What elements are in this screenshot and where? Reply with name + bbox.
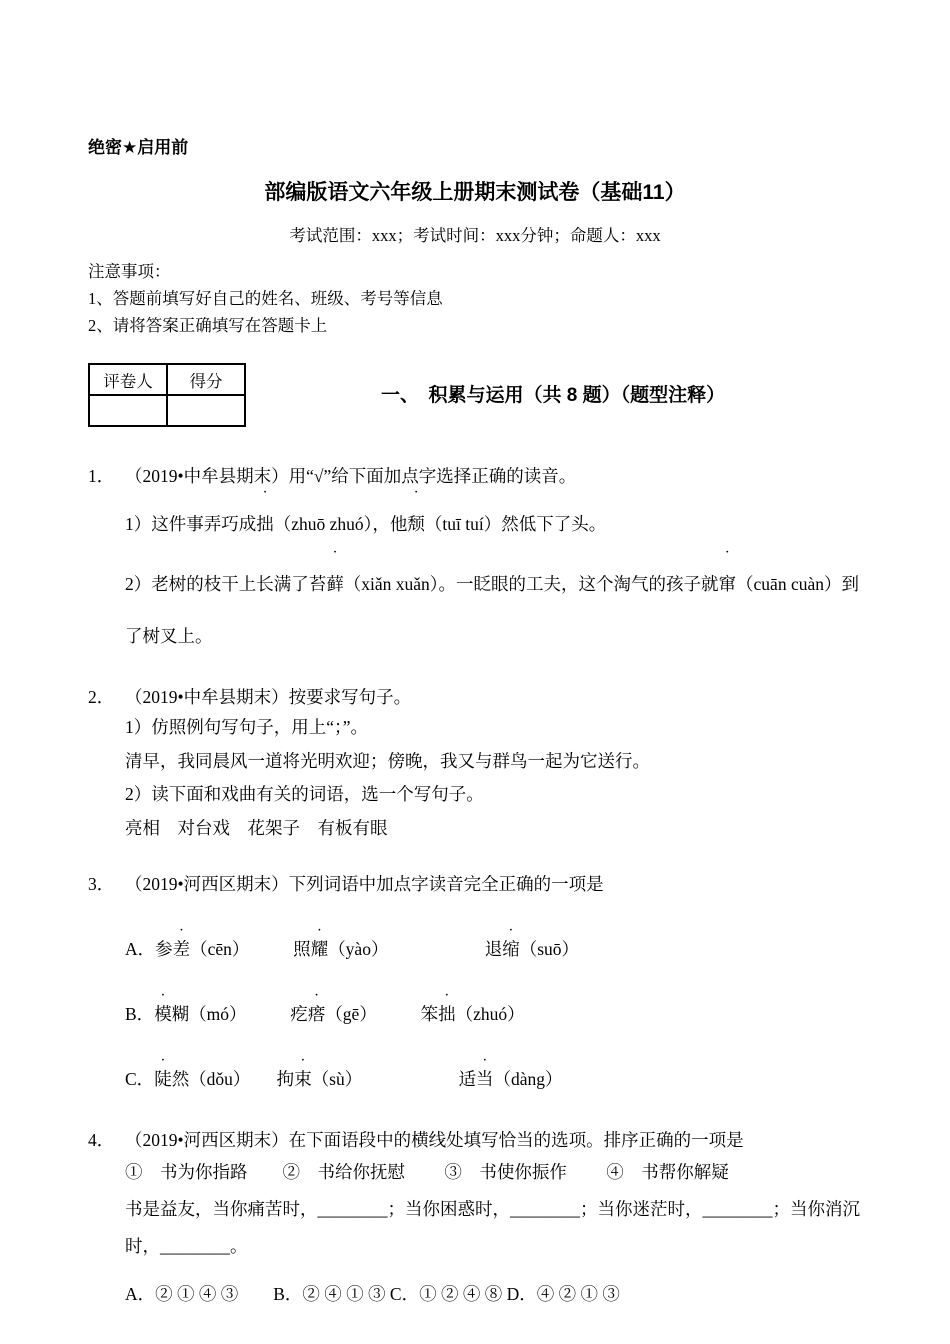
question-4-cloze-line: 书是益友，当你痛苦时，________；当你困惑时，________；当你迷茫时，________；当你消沉时，________。 (125, 1199, 860, 1256)
emphasized-char: 瘩 (307, 1004, 326, 1024)
exam-meta-line: 考试范围：xxx；考试时间：xxx分钟；命题人：xxx (289, 226, 661, 245)
text-segment: （cuān cuàn）到了树叉上。 (125, 574, 859, 646)
question-2-stem-row (88, 684, 862, 711)
question-2 (88, 684, 862, 845)
question-4-number: 4． (88, 1130, 115, 1150)
notice-title: 注意事项： (88, 262, 171, 281)
score-section (88, 363, 862, 427)
question-2-line-2: 清早，我同晨风一道将光明欢迎；傍晚，我又与群鸟一起为它送行。 (125, 750, 650, 771)
question-4-stem-row (88, 1127, 862, 1154)
question-1-part-1 (125, 498, 862, 550)
score-table (88, 363, 246, 427)
question-1-part-2 (125, 558, 862, 662)
text-segment: C． (125, 1069, 155, 1089)
question-3-stem-row (88, 871, 862, 898)
text-segment: （gē） 笨 (325, 1004, 439, 1024)
emphasized-char: 拙 (256, 514, 274, 534)
emphasized-char: 窜 (718, 574, 737, 594)
emphasized-char: 模 (154, 1004, 172, 1024)
question-2-line-4: 亮相 对台戏 花架子 有板有眼 (125, 817, 388, 838)
text-segment: A．参 (125, 939, 173, 959)
question-1-stem: （2019•中牟县期末）用“√”给下面加点字选择正确的读音。 (125, 466, 577, 486)
emphasized-char: 藓 (326, 574, 344, 594)
text-segment: （tuī tuí）然低下了头。 (424, 514, 607, 534)
emphasized-char: 差 (172, 939, 191, 959)
text-segment: （dàng） (493, 1069, 563, 1089)
text-segment: （cēn） 照 (190, 939, 311, 959)
text-segment: 然（dǒu） 拘 (171, 1069, 295, 1089)
notice-item-2: 2、请将答案正确填写在答题卡上 (88, 316, 328, 335)
section-one-title: 一、 积累与运用（共 8 题）（题型注释） (381, 385, 726, 406)
question-4-choices-line: ① 书为你指路 ② 书给你抚慰 ③ 书使你振作 ④ 书帮你解疑 (125, 1162, 729, 1182)
text-segment: 2）老树的枝干上长满了苔 (125, 574, 327, 594)
question-3-stem: （2019•河西区期末）下列词语中加点字读音完全正确的一项是 (125, 874, 604, 894)
notices (88, 258, 862, 339)
score-cell-empty (167, 395, 245, 426)
text-segment: （xiǎn xuǎn）。一眨眼的工夫，这个淘气的孩子就 (343, 574, 719, 594)
question-1-number: 1． (88, 466, 115, 486)
text-segment: （zhuó） (455, 1004, 525, 1024)
question-4 (88, 1127, 862, 1308)
question-3-option-b (125, 1001, 862, 1028)
question-3-number: 3． (88, 874, 115, 894)
question-1 (88, 463, 862, 662)
question-2-line-1: 1）仿照例句写句子，用上“；”。 (125, 717, 369, 737)
emphasized-char: 束 (294, 1069, 312, 1089)
text-segment: （suō） (519, 939, 580, 959)
secrecy-banner: 绝密★启用前 (88, 138, 189, 157)
text-segment: （zhuō zhuó），他 (273, 514, 408, 534)
grader-cell-empty (89, 395, 167, 426)
question-1-stem-row (88, 463, 862, 490)
question-3-option-c (125, 1066, 862, 1093)
notice-item-1: 1、答题前填写好自己的姓名、班级、考号等信息 (88, 289, 443, 308)
emphasized-char: 陡 (154, 1069, 172, 1089)
page-title: 部编版语文六年级上册期末测试卷（基础11） (264, 181, 686, 204)
grader-label: 评卷人 (89, 364, 167, 395)
emphasized-char: 拙 (438, 1004, 456, 1024)
text-segment: B． (125, 1004, 155, 1024)
text-segment: 1）这件事弄巧成 (125, 514, 257, 534)
question-3-option-a (125, 936, 862, 963)
emphasized-char: 颓 (407, 514, 425, 534)
emphasized-char: 缩 (502, 939, 520, 959)
question-2-number: 2． (88, 687, 115, 707)
text-segment: （yào） 退 (328, 939, 503, 959)
question-4-stem: （2019•河西区期末）在下面语段中的横线处填写恰当的选项。排序正确的一项是 (125, 1130, 744, 1150)
question-2-line-3: 2）读下面和戏曲有关的词语，选一个写句子。 (125, 784, 484, 804)
question-3 (88, 871, 862, 1093)
text-segment: （sù） 适 (311, 1069, 476, 1089)
emphasized-char: 耀 (310, 939, 329, 959)
question-4-answer-options: A．② ① ④ ③ B．② ④ ① ③ C．① ② ④ ⑧ D．④ ② ① ③ (125, 1284, 620, 1304)
score-label: 得分 (167, 364, 245, 395)
emphasized-char: 当 (476, 1069, 494, 1089)
question-2-stem: （2019•中牟县期末）按要求写句子。 (125, 687, 412, 707)
text-segment: 糊（mó） 疙 (171, 1004, 308, 1024)
